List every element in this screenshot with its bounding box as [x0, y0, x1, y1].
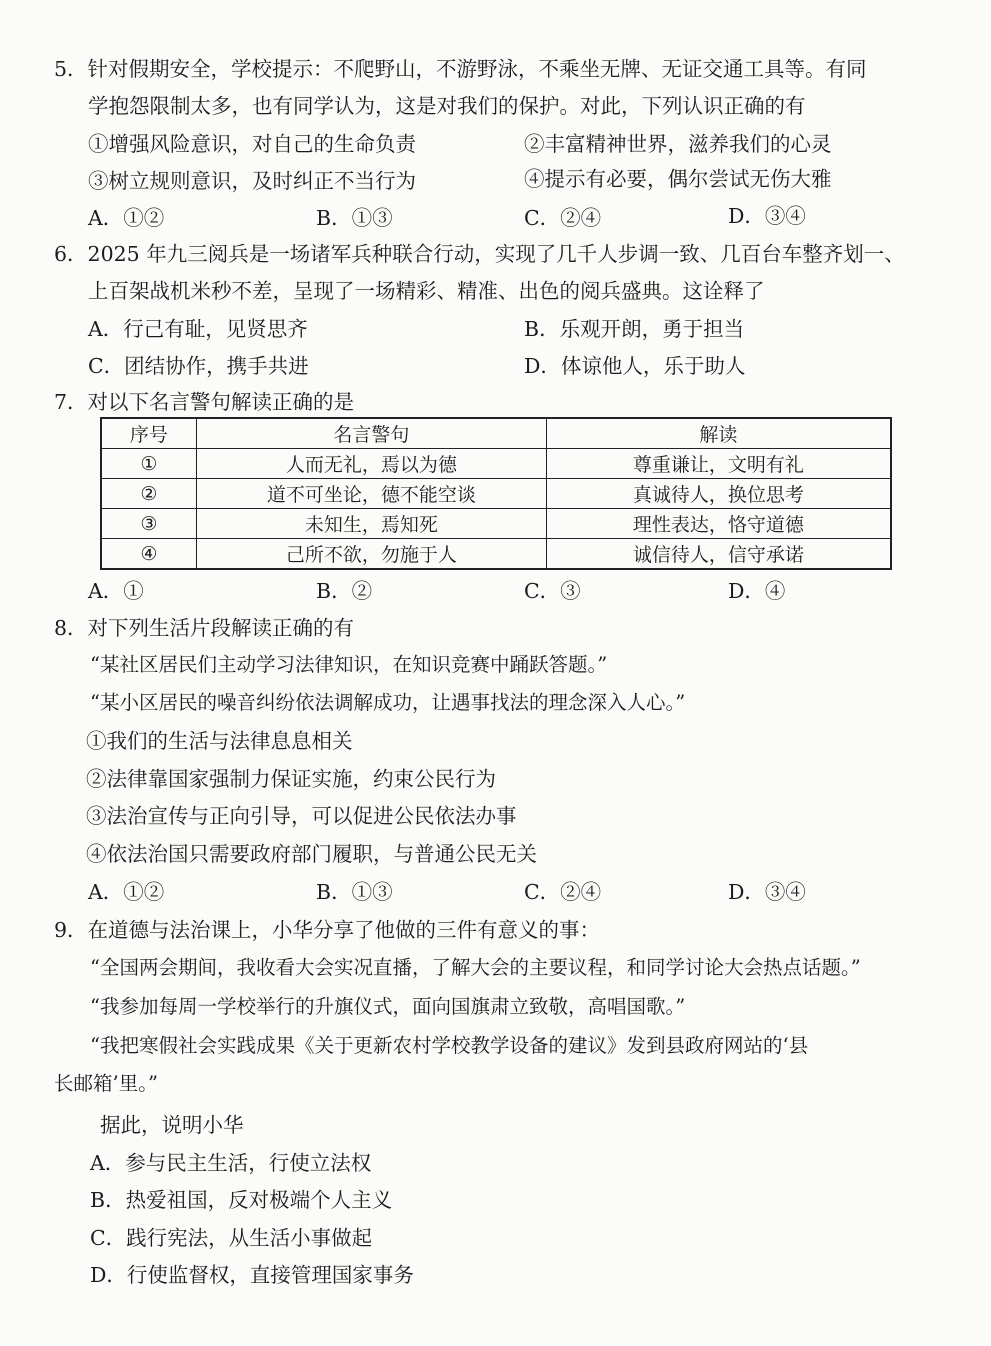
- q5-option-a[interactable]: A．①②: [88, 206, 165, 230]
- q5-statement-4: ④提示有必要，偶尔尝试无伤大雅: [524, 167, 832, 191]
- row-number: ②: [101, 479, 196, 509]
- q5-stem-line2: 学抱怨限制太多，也有同学认为，这是对我们的保护。对此，下列认识正确的有: [88, 94, 806, 118]
- q9-stem: 9．在道德与法治课上，小华分享了他做的三件有意义的事：: [54, 918, 601, 942]
- row-quote: 己所不欲，勿施于人: [196, 539, 546, 570]
- q7-option-b[interactable]: B．②: [316, 579, 373, 603]
- q9-quote-3-line1: “我把寒假社会实践成果《关于更新农村学校教学设备的建议》发到县政府网站的‘县: [90, 1034, 809, 1057]
- q8-option-b[interactable]: B．①③: [316, 880, 393, 904]
- table-row: [101, 539, 891, 570]
- q6-stem-line1: 6．2025 年九三阅兵是一场诸军兵种联合行动，实现了几千人步调一致、几百台车整齐划一、: [54, 242, 905, 266]
- q9-lead: 据此，说明小华: [100, 1113, 244, 1137]
- q9-option-a[interactable]: A．参与民主生活，行使立法权: [90, 1151, 372, 1175]
- q6-option-a[interactable]: A．行己有耻，见贤思齐: [88, 317, 308, 341]
- q5-statement-1: ①增强风险意识，对自己的生命负责: [88, 132, 416, 156]
- row-quote: 未知生，焉知死: [196, 509, 546, 539]
- q9-quote-1: “全国两会期间，我收看大会实况直播，了解大会的主要议程，和同学讨论大会热点话题。”: [90, 956, 861, 979]
- q8-quote-1: “某社区居民们主动学习法律知识，在知识竞赛中踊跃答题。”: [90, 653, 608, 676]
- header-number: 序号: [101, 418, 196, 449]
- row-interpretation: 理性表达，恪守道德: [546, 509, 891, 539]
- q8-statement-4: ④依法治国只需要政府部门履职，与普通公民无关: [86, 842, 537, 866]
- q9-quote-3-line2: 长邮箱’里。”: [54, 1072, 158, 1095]
- q6-option-c[interactable]: C．团结协作，携手共进: [88, 354, 309, 378]
- q9-option-b[interactable]: B．热爱祖国，反对极端个人主义: [90, 1188, 393, 1212]
- row-number: ④: [101, 539, 196, 570]
- q7-option-d[interactable]: D．④: [728, 579, 786, 603]
- q8-quote-2: “某小区居民的噪音纠纷依法调解成功，让遇事找法的理念深入人心。”: [90, 691, 686, 714]
- q7-option-a[interactable]: A．①: [88, 579, 144, 603]
- row-number: ③: [101, 509, 196, 539]
- q8-stem: 8．对下列生活片段解读正确的有: [54, 616, 355, 640]
- row-quote: 道不可坐论，德不能空谈: [196, 479, 546, 509]
- q8-option-d[interactable]: D．③④: [728, 880, 806, 904]
- q8-option-a[interactable]: A．①②: [88, 880, 165, 904]
- quotes-table: [100, 417, 892, 570]
- q5-option-c[interactable]: C．②④: [524, 206, 602, 230]
- q5-option-d[interactable]: D．③④: [728, 204, 806, 228]
- q6-option-d[interactable]: D．体谅他人，乐于助人: [524, 354, 746, 378]
- q6-stem-line2: 上百架战机米秒不差，呈现了一场精彩、精准、出色的阅兵盛典。这诠释了: [88, 279, 765, 303]
- q8-statement-2: ②法律靠国家强制力保证实施，约束公民行为: [86, 767, 496, 791]
- q5-statement-3: ③树立规则意识，及时纠正不当行为: [88, 169, 416, 193]
- table-row: [101, 479, 891, 509]
- q7-option-c[interactable]: C．③: [524, 579, 581, 603]
- q9-option-d[interactable]: D．行使监督权，直接管理国家事务: [90, 1263, 414, 1287]
- table-row: [101, 509, 891, 539]
- row-interpretation: 真诚待人，换位思考: [546, 479, 891, 509]
- table-header-row: [101, 418, 891, 449]
- q5-statement-2: ②丰富精神世界，滋养我们的心灵: [524, 132, 832, 156]
- row-quote: 人而无礼，焉以为德: [196, 449, 546, 479]
- q7-stem: 7．对以下名言警句解读正确的是: [54, 390, 355, 414]
- q9-option-c[interactable]: C．践行宪法，从生活小事做起: [90, 1226, 373, 1250]
- q8-statement-3: ③法治宣传与正向引导，可以促进公民依法办事: [86, 804, 517, 828]
- row-interpretation: 诚信待人，信守承诺: [546, 539, 891, 570]
- row-interpretation: 尊重谦让，文明有礼: [546, 449, 891, 479]
- q8-option-c[interactable]: C．②④: [524, 880, 602, 904]
- header-interpretation: 解读: [546, 418, 891, 449]
- q5-option-b[interactable]: B．①③: [316, 206, 393, 230]
- q6-option-b[interactable]: B．乐观开朗，勇于担当: [524, 317, 745, 341]
- header-quote: 名言警句: [196, 418, 546, 449]
- q9-quote-2: “我参加每周一学校举行的升旗仪式，面向国旗肃立致敬，高唱国歌。”: [90, 995, 686, 1018]
- table-row: [101, 449, 891, 479]
- row-number: ①: [101, 449, 196, 479]
- q5-stem-line1: 5．针对假期安全，学校提示：不爬野山，不游野泳，不乘坐无牌、无证交通工具等。有同: [54, 57, 867, 81]
- q8-statement-1: ①我们的生活与法律息息相关: [86, 729, 353, 753]
